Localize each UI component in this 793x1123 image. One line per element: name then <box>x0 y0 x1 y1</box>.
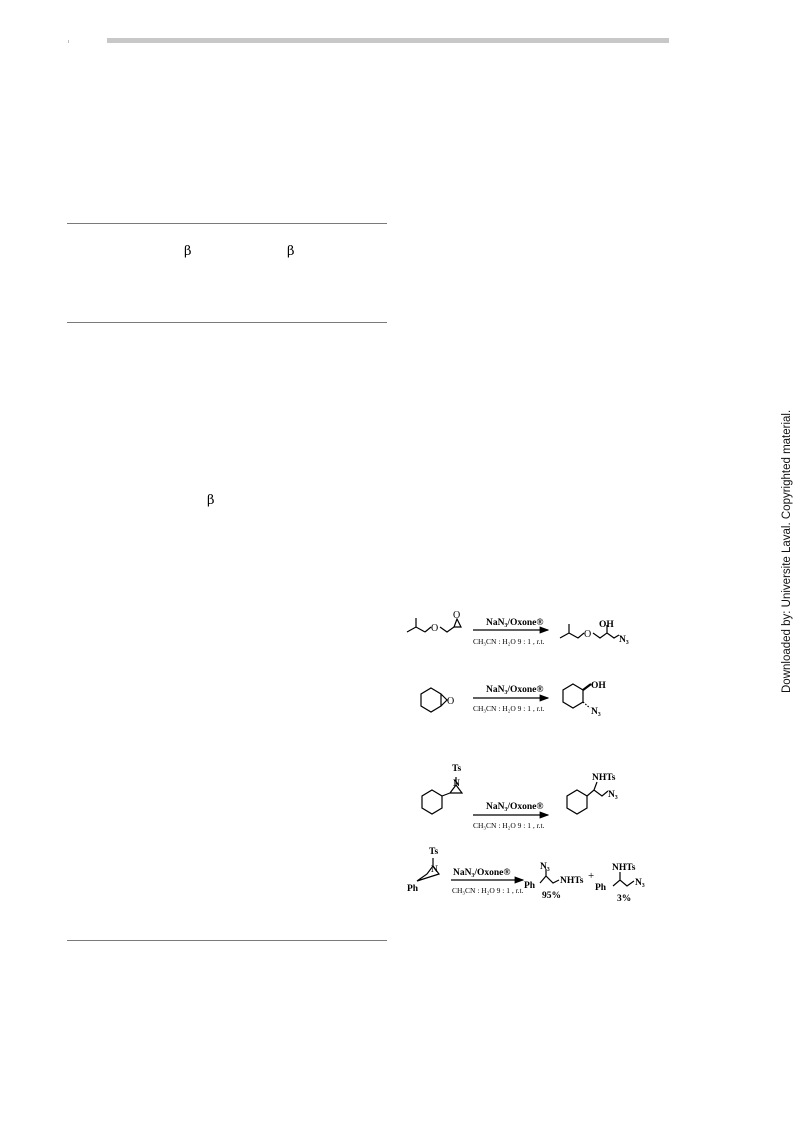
product-a-n3-label: N₃ <box>540 862 550 872</box>
phenyl-aziridine-ts-label: Ts <box>429 847 439 857</box>
table-beta-symbol-2: β <box>287 244 295 259</box>
download-notice: Downloaded by: Universite Laval. Copyrighted material. <box>781 409 793 693</box>
product-b <box>613 872 634 886</box>
product1-n3-label: N₃ <box>619 635 629 645</box>
phenyl-aziridine-ph-label: Ph <box>407 884 419 894</box>
table-beta-symbol-1: β <box>184 244 192 259</box>
azido-sulfonamide-product <box>567 782 608 814</box>
reagent-label-2: NaN₃/Oxone® <box>486 685 544 695</box>
conditions-label-4: CH₃CN : H₂O 9 : 1 , r.t. <box>452 886 524 895</box>
product1-oh-label: OH <box>599 620 614 630</box>
azido-cyclohexanol-product <box>563 684 591 708</box>
conditions-label-3: CH₃CN : H₂O 9 : 1 , r.t. <box>473 821 545 830</box>
epoxide2-o-label: O <box>447 696 455 707</box>
plus-sign: + <box>588 870 595 882</box>
header-mark <box>68 40 69 43</box>
table-bottom-rule <box>67 322 387 323</box>
product2-oh-label: OH <box>591 681 606 691</box>
product-a-yield: 95% <box>542 891 561 901</box>
table-top-rule <box>67 223 387 224</box>
product3-nhts-label: NHTs <box>592 773 616 783</box>
product-a-ph-label: Ph <box>524 881 536 891</box>
header-rule <box>107 38 669 43</box>
conditions-label-2: CH₃CN : H₂O 9 : 1 , r.t. <box>473 704 545 713</box>
phenyl-aziridine-n-label: N <box>431 865 438 875</box>
cyclohexene-oxide-substrate <box>421 688 447 712</box>
aziridine-n-label: N <box>453 779 460 789</box>
reagent-label-1: NaN₃/Oxone® <box>486 618 544 628</box>
conditions-label-1: CH₃CN : H₂O 9 : 1 , r.t. <box>473 637 545 646</box>
reaction-scheme <box>395 600 670 910</box>
ether-o-label: O <box>431 623 439 634</box>
reagent-label-4: NaN₃/Oxone® <box>453 868 511 878</box>
product3-n3-label: N₃ <box>608 790 618 800</box>
product-b-yield: 3% <box>617 894 632 904</box>
aziridine-ts-label: Ts <box>452 764 462 774</box>
product-b-ph-label: Ph <box>595 883 607 893</box>
footnote-rule <box>67 940 387 941</box>
product2-n3-label: N₃ <box>591 707 601 717</box>
product1-o-label: O <box>584 629 592 640</box>
reagent-label-3: NaN₃/Oxone® <box>486 802 544 812</box>
product-b-n3-label: N₃ <box>635 878 645 888</box>
product-a-nhts-label: NHTs <box>560 876 584 886</box>
product-b-nhts-label: NHTs <box>612 863 636 873</box>
body-beta-symbol: β <box>207 493 215 508</box>
epoxide-o-label: O <box>453 610 461 621</box>
